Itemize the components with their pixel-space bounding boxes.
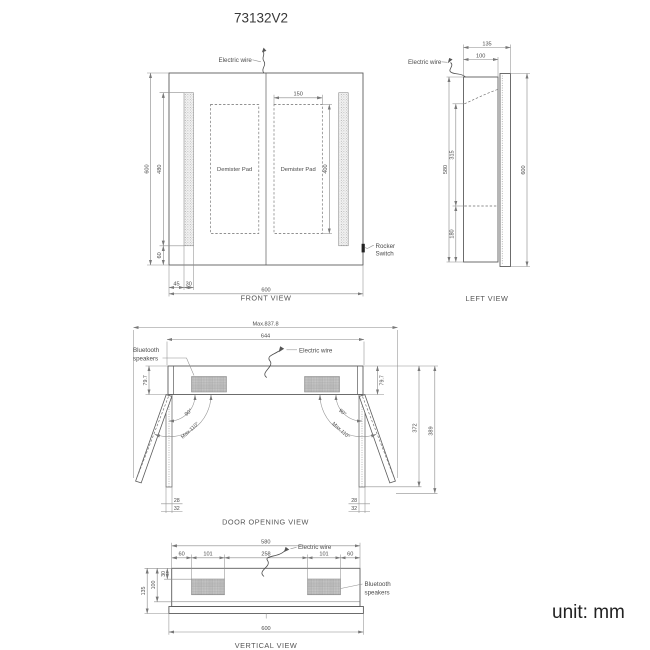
- door-bluetooth-label: [133, 347, 194, 376]
- door-dim-body-depth: [143, 366, 386, 395]
- angle-label: 90°: [183, 407, 194, 418]
- wire-plug-arrow-icon: [284, 547, 289, 552]
- front-dim-heights: [144, 73, 184, 265]
- dim-label: 32: [351, 505, 358, 512]
- dim-label: 60: [178, 551, 185, 558]
- wire-plug-arrow-icon: [262, 48, 267, 53]
- wire-plug-arrow-icon: [448, 58, 453, 63]
- front-view-title: FRONT VIEW: [240, 293, 292, 303]
- left-door-outline: [500, 74, 511, 267]
- vertical-electric-wire: [262, 544, 332, 577]
- electric-wire-label: Electric wire: [299, 347, 333, 355]
- dim-label: 101: [319, 551, 329, 558]
- left-body-outline: [464, 77, 499, 262]
- front-rocker-switch: [362, 243, 396, 258]
- dim-label: 180: [449, 229, 456, 239]
- dim-label: 30: [161, 570, 168, 577]
- door-right-110: [359, 395, 395, 483]
- door-left-speaker: [192, 377, 227, 393]
- bluetooth-speakers-label: speakers: [364, 589, 390, 597]
- left-dim-depths: [464, 41, 511, 77]
- rocker-switch-label: Rocker: [375, 242, 396, 250]
- dim-label: 30: [185, 281, 192, 288]
- door-opening-view: [133, 321, 438, 526]
- bluetooth-speakers-label: speakers: [133, 355, 159, 363]
- vertical-door-tray: [169, 607, 364, 614]
- front-electric-wire: [219, 48, 267, 73]
- dim-label: 45: [173, 281, 180, 288]
- dim-label: Max.837.8: [252, 321, 279, 328]
- vertical-view-title: VERTICAL VIEW: [234, 641, 298, 650]
- dim-label: 135: [482, 41, 492, 48]
- dim-label: 60: [157, 252, 164, 259]
- dim-label: 600: [520, 165, 527, 175]
- vertical-view: [141, 540, 391, 650]
- dim-label: 28: [173, 498, 180, 504]
- electric-wire-label: Electric wire: [298, 543, 332, 551]
- page-title: 73132V2: [233, 10, 289, 26]
- electric-wire-label: Electric wire: [408, 58, 442, 66]
- vertical-bluetooth-label: [341, 581, 391, 597]
- rocker-switch-icon: [362, 244, 365, 253]
- dim-label: 372: [412, 423, 419, 433]
- door-right-speaker: [305, 377, 340, 393]
- dim-label: 480: [157, 164, 164, 174]
- vertical-dim-widths: [172, 540, 360, 579]
- left-view-title: LEFT VIEW: [465, 294, 509, 303]
- angle-label: Max.110°: [330, 421, 351, 441]
- left-view: [408, 41, 530, 303]
- dim-label: 644: [260, 333, 271, 340]
- dim-label: 150: [293, 91, 303, 98]
- wire-plug-arrow-icon: [279, 346, 285, 352]
- dim-label: 580: [442, 164, 449, 175]
- dim-label: 101: [203, 551, 213, 558]
- vertical-right-speaker: [308, 579, 341, 595]
- demister-pad-label: Demister Pad: [217, 166, 253, 173]
- angle-label: 90°: [337, 407, 348, 418]
- left-glass-dashed-line: [465, 90, 498, 104]
- front-left-light-strip: [184, 93, 194, 246]
- dim-label: 100: [476, 53, 486, 60]
- rocker-switch-label: Switch: [375, 250, 394, 258]
- bluetooth-speakers-label: Bluetooth: [364, 581, 391, 588]
- bluetooth-speakers-label: Bluetooth: [133, 347, 160, 354]
- dim-label: 389: [428, 426, 435, 436]
- dim-label: 32: [173, 505, 180, 512]
- dim-label: 135: [141, 586, 147, 596]
- dim-label: 100: [151, 580, 157, 590]
- dim-label: 258: [261, 551, 271, 558]
- dim-label: 28: [351, 498, 358, 504]
- left-electric-wire: [408, 58, 465, 77]
- door-electric-wire: [265, 346, 333, 377]
- left-dim-heights: [443, 74, 530, 267]
- vertical-left-speaker: [192, 579, 225, 595]
- door-opening-view-title: DOOR OPENING VIEW: [222, 517, 309, 527]
- front-dim-pad: [274, 92, 332, 234]
- dim-label: 600: [144, 164, 151, 174]
- dim-label: 580: [261, 539, 271, 546]
- dim-label: 315: [449, 150, 456, 160]
- door-left-110: [136, 395, 172, 483]
- door-dim-thickness: [161, 487, 370, 513]
- dim-label: 79.7: [142, 375, 149, 386]
- dim-label: 600: [261, 287, 271, 294]
- unit-label: unit: mm: [552, 602, 625, 623]
- front-right-light-strip: [339, 93, 349, 246]
- front-view: [144, 48, 395, 303]
- dim-label: 79.7: [379, 375, 386, 386]
- electric-wire-label: Electric wire: [218, 56, 252, 64]
- door-dim-max-width: [134, 321, 398, 478]
- door-angle-arcs: [155, 395, 376, 440]
- angle-label: Max.110°: [180, 421, 201, 441]
- dim-label: 400: [323, 164, 330, 174]
- demister-pad-label: Demister Pad: [280, 166, 316, 173]
- dim-label: 600: [261, 625, 271, 632]
- dim-label: 60: [347, 551, 354, 558]
